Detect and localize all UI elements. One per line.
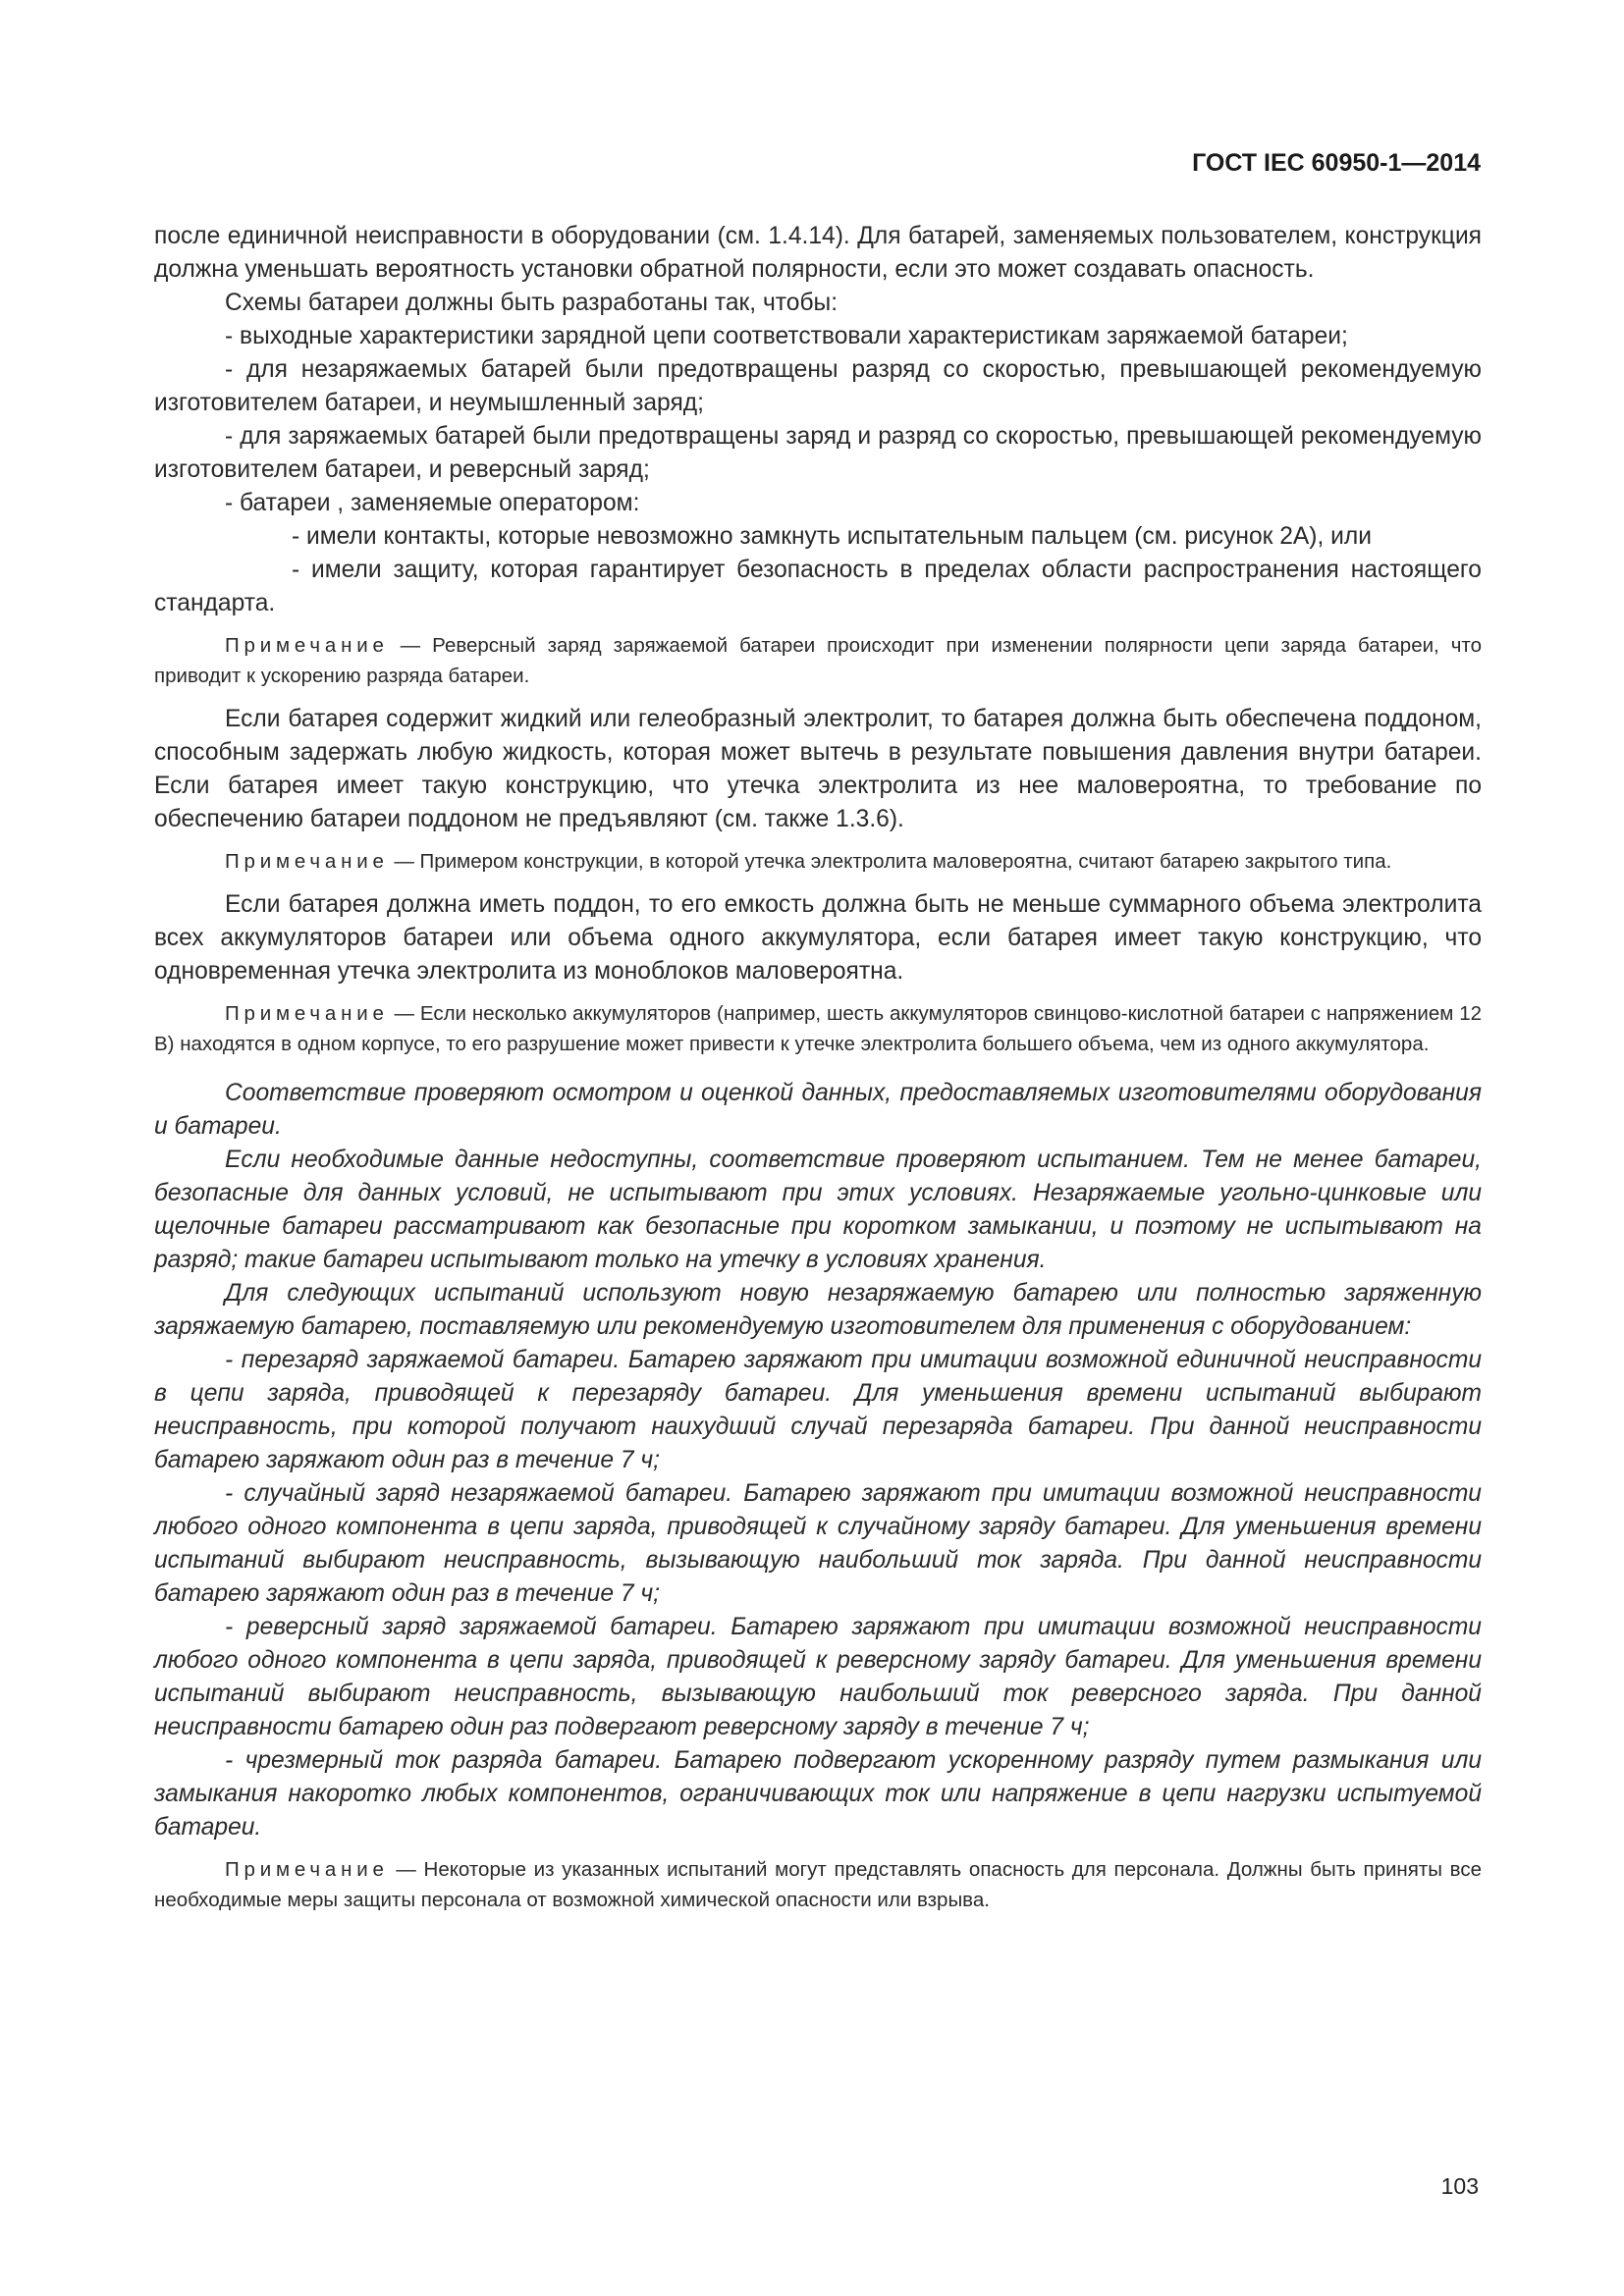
note-text: — Некоторые из указанных испытаний могут представлять опасность для персонала. Должны быть приняты все необходимые меры защиты персонала от возможной химической опасности или взрыва.	[154, 1858, 1482, 1911]
italic-paragraph: Если необходимые данные недоступны, соответствие проверяют испытанием. Тем не менее батареи, безопасные для данных условий, не испытывают при этих условиях. Незаряжаемые угольно-цинковые или щелочные батареи рассматривают как безопасные при коротком замыкании, и поэтому не испытывают на разряд; такие батареи испытывают только на утечку в условиях хранения.	[154, 1147, 1482, 1273]
sub-list-item: - имели контакты, которые невозможно замкнуть испытательным пальцем (см. рисунок 2А), или	[292, 523, 1372, 550]
page-number: 103	[1440, 2173, 1479, 2199]
document-body	[154, 220, 1482, 1927]
italic-paragraph: Для следующих испытаний используют новую незаряжаемую батарею или полностью заряженную заряжаемую батарею, поставляемую или рекомендуемую изготовителем для применения с оборудованием:	[154, 1280, 1482, 1340]
italic-list-item: - случайный заряд незаряжаемой батареи. Батарею заряжают при имитации возможной неисправности любого одного компонента в цепи заряда, приводящей к случайному заряду батареи. Для уменьшения времени испытаний выбирают неисправность, вызывающую наибольший ток заряда. При данной неисправности батарею заряжают один раз в течение 7 ч;	[154, 1480, 1482, 1607]
note-text: — Если несколько аккумуляторов (например, шесть аккумуляторов свинцово-кислотной батареи с напряжением 12 В) находятся в одном корпусе, то его разрушение может привести к утечке электролита большего объема, чем из одного аккумулятора.	[154, 1002, 1482, 1055]
note	[154, 998, 1482, 1059]
italic-list-item: - перезаряд заряжаемой батареи. Батарею заряжают при имитации возможной единичной неисправности в цепи заряда, приводящей к перезаряду батареи. Для уменьшения времени испытаний выбирают неисправность, при которой получают наихудший случай перезаряда батареи. При данной неисправности батарею заряжают один раз в течение 7 ч;	[154, 1347, 1482, 1473]
note-label: Примечание	[225, 1002, 389, 1025]
italic-paragraph: Соответствие проверяют осмотром и оценкой данных, предоставляемых изготовителями оборудования и батареи.	[154, 1080, 1482, 1140]
sub-list-item: - имели защиту, которая гарантирует безопасность в пределах области распространения настоящего стандарта.	[154, 557, 1482, 616]
list-item: - для заряжаемых батарей были предотвращены заряд и разряд со скоростью, превышающей рекомендуемую изготовителем батареи, и реверсный заряд;	[154, 423, 1482, 483]
paragraph: Если батарея должна иметь поддон, то его емкость должна быть не меньше суммарного объема электролита всех аккумуляторов батареи или объема одного аккумулятора, если батарея имеет такую конструкцию, что одновременная утечка электролита из моноблоков маловероятна.	[154, 891, 1482, 985]
note	[154, 1854, 1482, 1915]
italic-list-item: - реверсный заряд заряжаемой батареи. Батарею заряжают при имитации возможной неисправности любого одного компонента в цепи заряда, приводящей к реверсному заряду батареи. Для уменьшения времени испытаний выбирают неисправность, вызывающую наибольший ток реверсного заряда. При данной неисправности батарею один раз подвергают реверсному заряду в течение 7 ч;	[154, 1614, 1482, 1740]
note-label: Примечание	[225, 850, 389, 873]
paragraph: Если батарея содержит жидкий или гелеобразный электролит, то батарея должна быть обеспечена поддоном, способным задержать любую жидкость, которая может вытечь в результате повышения давления внутри батареи. Если батарея имеет такую конструкцию, что утечка электролита из нее маловероятна, то требование по обеспечению батареи поддоном не предъявляют (см. также 1.3.6).	[154, 706, 1482, 832]
italic-list-item: - чрезмерный ток разряда батареи. Батарею подвергают ускоренному разряду путем размыкания или замыкания накоротко любых компонентов, ограничивающих ток или напряжение в цепи нагрузки испытуемой батареи.	[154, 1747, 1482, 1841]
note	[154, 630, 1482, 691]
paragraph: после единичной неисправности в оборудовании (см. 1.4.14). Для батарей, заменяемых пользователем, конструкция должна уменьшать вероятность установки обратной полярности, если это может создавать опасность.	[154, 223, 1482, 283]
note-text: — Реверсный заряд заряжаемой батареи происходит при изменении полярности цепи заряда батареи, что приводит к ускорению разряда батареи.	[154, 634, 1482, 687]
note	[154, 846, 1482, 877]
note-label: Примечание	[225, 1858, 389, 1881]
note-text: — Примером конструкции, в которой утечка электролита маловероятна, считают батарею закрытого типа.	[394, 850, 1392, 873]
list-item: - для незаряжаемых батарей были предотвращены разряд со скоростью, превышающей рекомендуемую изготовителем батареи, и неумышленный заряд;	[154, 356, 1482, 416]
list-item: - батареи , заменяемые оператором:	[225, 490, 640, 516]
note-label: Примечание	[225, 634, 389, 657]
list-item: - выходные характеристики зарядной цепи соответствовали характеристикам заряжаемой батареи;	[225, 323, 1348, 349]
document-header: ГОСТ IEC 60950-1—2014	[1192, 149, 1481, 177]
paragraph: Схемы батареи должны быть разработаны так, чтобы:	[225, 290, 839, 316]
